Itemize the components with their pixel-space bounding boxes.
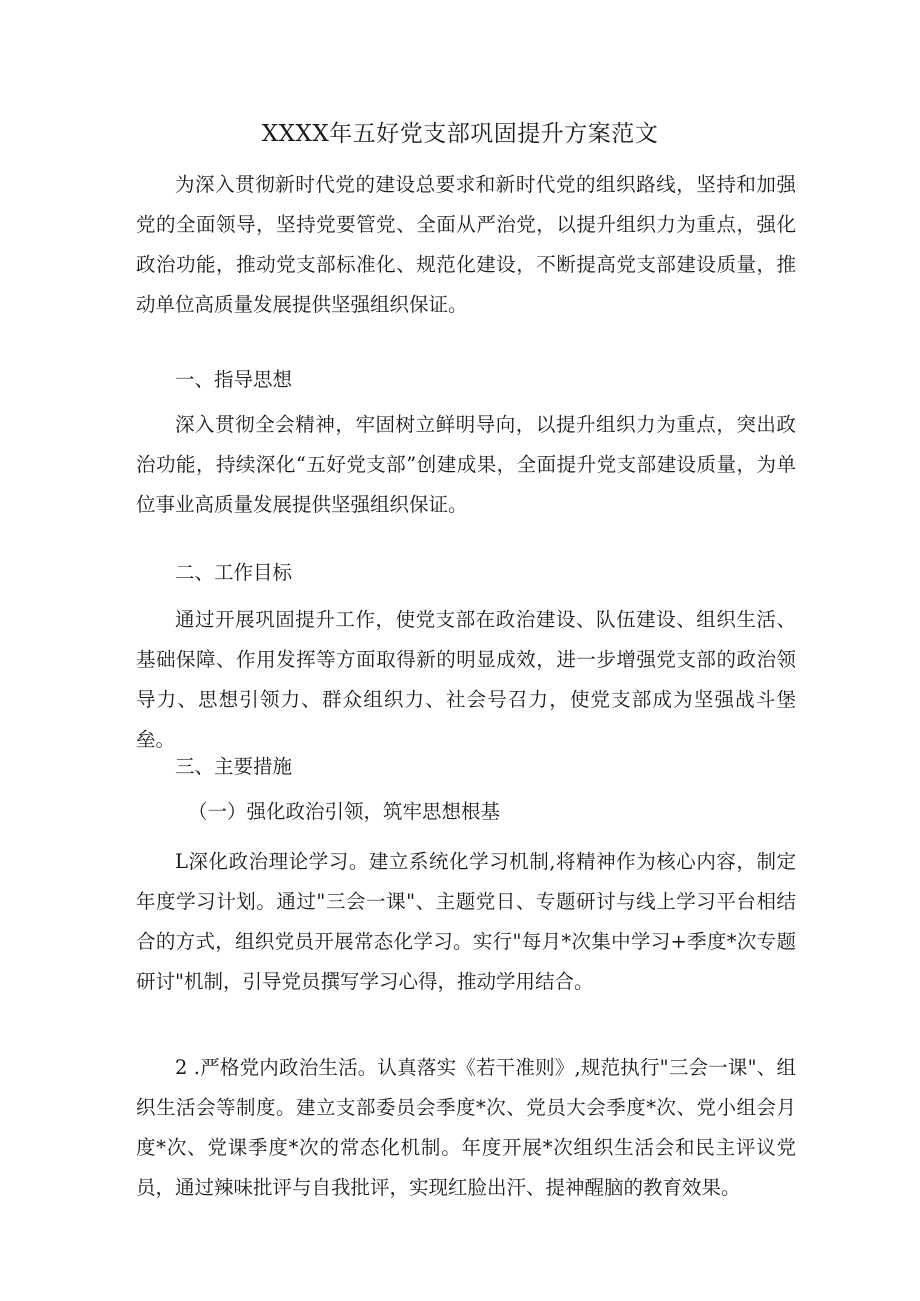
document-title: XXXX年五好党支部巩固提升方案范文 — [261, 121, 659, 147]
section-heading-work-goals: 二、工作目标 — [175, 561, 293, 584]
section-heading-main-measures: 三、主要措施 — [175, 755, 293, 778]
subsection-heading-political-guidance: （一）强化政治引领，筑牢思想根基 — [188, 800, 501, 823]
measure-item-1: L深化政治理论学习。建立系统化学习机制,将精神作为核心内容，制定年度学习计划。通过"三会一课"、主题党日、专题研讨与线上学习平台相结合的方式，组织党员开展常态化学习。实行"每月*次集中学习+季度*次专题研讨"机制，引导党员撰写学习心得，推动学用结合。 — [136, 850, 796, 993]
section-body-work-goals: 通过开展巩固提升工作，使党支部在政治建设、队伍建设、组织生活、基础保障、作用发挥等方面取得新的明显成效，进一步增强党支部的政治领导力、思想引领力、群众组织力、社会号召力，使党支部成为坚强战斗堡垒。 — [136, 608, 796, 751]
intro-paragraph: 为深入贯彻新时代党的建设总要求和新时代党的组织路线，坚持和加强党的全面领导，坚持党要管党、全面从严治党，以提升组织力为重点，强化政治功能，推动党支部标准化、规范化建设，不断提高党支部建设质量，推动单位高质量发展提供坚强组织保证。 — [136, 173, 796, 316]
section-heading-guiding-ideology: 一、指导思想 — [175, 368, 293, 391]
section-body-guiding-ideology: 深入贯彻全会精神，牢固树立鲜明导向，以提升组织力为重点，突出政治功能，持续深化“五好党支部”创建成果，全面提升党支部建设质量，为单位事业高质量发展提供坚强组织保证。 — [136, 413, 796, 516]
measure-item-2: 2 .严格党内政治生活。认真落实《若干准则》,规范执行"三会一课"、组织生活会等制度。建立支部委员会季度*次、党员大会季度*次、党小组会月度*次、党课季度*次的常态化机制。年度开展*次组织生活会和民主评议党员，通过辣味批评与自我批评，实现红脸出汗、提神醒脑的教育效果。 — [136, 1056, 796, 1199]
